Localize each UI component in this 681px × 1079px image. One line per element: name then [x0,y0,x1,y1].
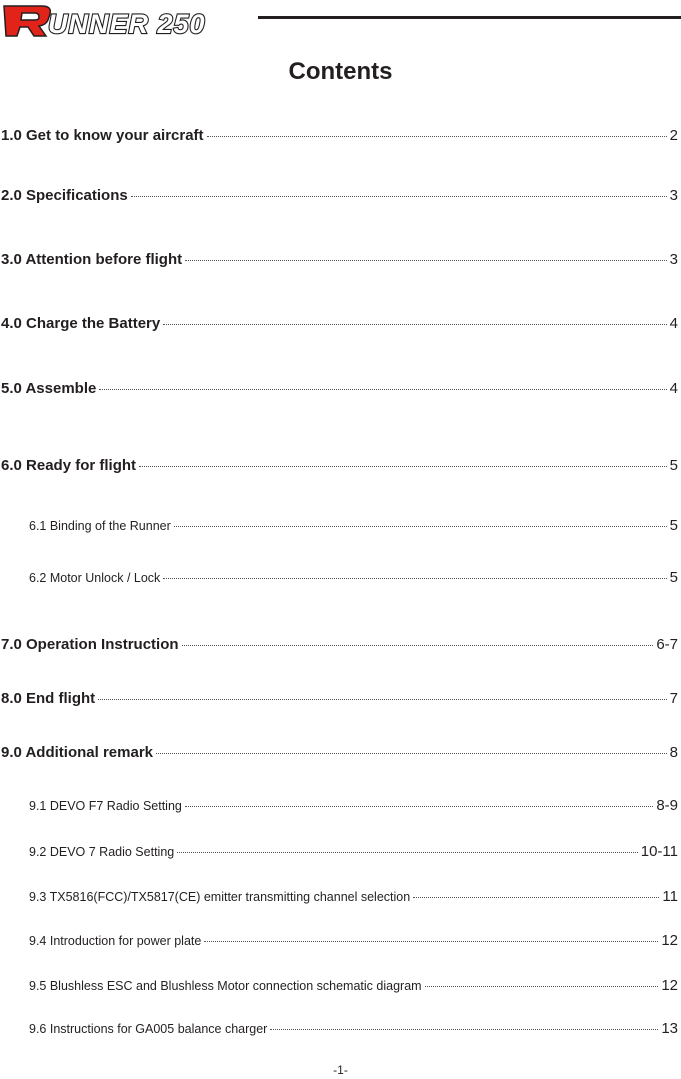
toc-entry-page: 2 [669,127,678,144]
dot-leader [204,941,658,942]
toc-entry[interactable] [29,517,678,534]
toc-entry-page: 3 [669,187,678,204]
dot-leader [163,578,666,579]
dot-leader [177,852,638,853]
toc-entry-page: 5 [669,517,678,534]
dot-leader [156,753,667,754]
toc-entry-page: 10-11 [640,843,678,860]
dot-leader [185,806,653,807]
toc-entry-label: 9.2 DEVO 7 Radio Setting [29,845,175,859]
toc-entry-label: 3.0 Attention before flight [1,251,183,268]
toc-entry[interactable] [1,636,678,653]
dot-leader [131,196,667,197]
logo-text: UNNER 250 [48,9,206,39]
toc-entry[interactable] [29,888,678,905]
toc-entry-label: 9.3 TX5816(FCC)/TX5817(CE) emitter transmitting channel selection [29,890,411,904]
toc-entry-page: 8 [669,744,678,761]
toc-entry[interactable] [29,797,678,814]
toc-entry-label: 9.0 Additional remark [1,744,153,761]
toc-entry-page: 5 [669,457,678,474]
toc-entry-page: 4 [669,380,678,397]
dot-leader [425,986,659,987]
toc-entry-page: 7 [669,690,678,707]
toc-entry[interactable] [29,977,678,994]
toc-entry[interactable] [1,744,678,761]
toc-entry-label: 8.0 End flight [1,690,96,707]
toc-entry-label: 1.0 Get to know your aircraft [1,127,204,144]
toc-entry[interactable] [1,187,678,204]
toc-entry-label: 6.1 Binding of the Runner [29,519,171,533]
toc-entry-page: 11 [662,888,678,905]
dot-leader [207,136,667,137]
toc-entry-page: 13 [661,1020,678,1037]
toc-entry[interactable] [29,1020,678,1037]
toc-entry[interactable] [1,315,678,332]
toc-entry[interactable] [1,127,678,144]
dot-leader [185,260,667,261]
runner-250-logo [2,2,254,40]
page-title: Contents [288,58,393,85]
dot-leader [413,897,659,898]
page-number: -1- [333,1063,348,1077]
toc-entry-label: 5.0 Assemble [1,380,97,397]
toc-entry[interactable] [29,932,678,949]
toc-entry-page: 3 [669,251,678,268]
dot-leader [98,699,666,700]
dot-leader [139,466,667,467]
toc-entry[interactable] [29,569,678,586]
toc-entry-label: 2.0 Specifications [1,187,128,204]
toc-entry-label: 9.1 DEVO F7 Radio Setting [29,799,182,813]
toc-entry[interactable] [1,457,678,474]
dot-leader [163,324,666,325]
toc-entry-label: 4.0 Charge the Battery [1,315,161,332]
toc-entry-label: 7.0 Operation Instruction [1,636,179,653]
toc-entry[interactable] [29,843,678,860]
toc-entry-label: 9.5 Blushless ESC and Blushless Motor connection schematic diagram [29,979,422,993]
toc-entry-label: 9.6 Instructions for GA005 balance charger [29,1022,268,1036]
toc-entry[interactable] [1,380,678,397]
toc-entry-page: 8-9 [656,797,678,814]
dot-leader [182,645,654,646]
toc-entry[interactable] [1,251,678,268]
dot-leader [270,1029,658,1030]
toc-entry-label: 6.0 Ready for flight [1,457,137,474]
toc-entry[interactable] [1,690,678,707]
toc-entry-page: 4 [669,315,678,332]
dot-leader [99,389,666,390]
toc-entry-page: 6-7 [656,636,678,653]
toc-entry-page: 12 [661,977,678,994]
toc-entry-page: 5 [669,569,678,586]
dot-leader [174,526,667,527]
logo-r-shape [4,6,50,36]
toc-entry-label: 6.2 Motor Unlock / Lock [29,571,161,585]
header-rule [258,16,681,19]
toc-entry-page: 12 [661,932,678,949]
toc-entry-label: 9.4 Introduction for power plate [29,934,202,948]
